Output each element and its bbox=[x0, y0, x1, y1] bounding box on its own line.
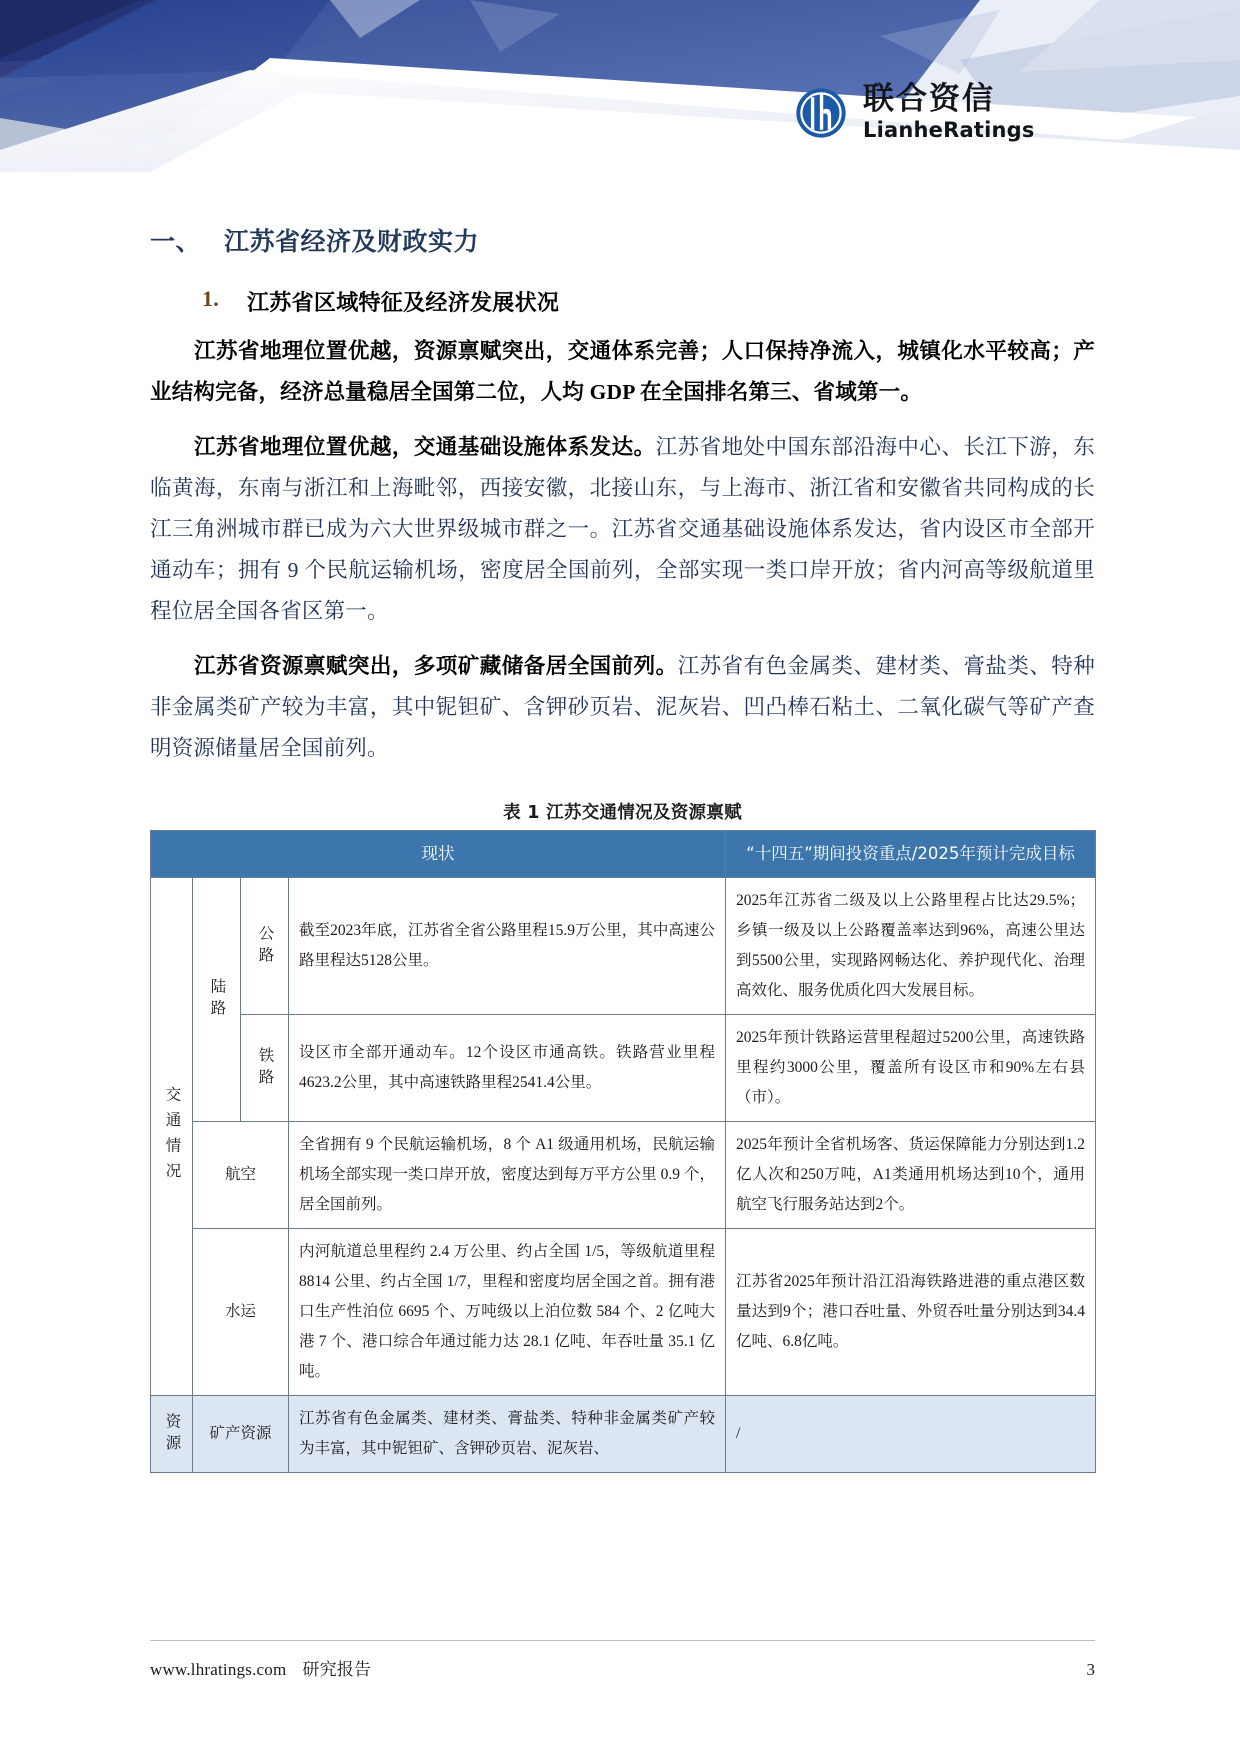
table-row bbox=[151, 1122, 1096, 1229]
brand-logo bbox=[793, 81, 1035, 142]
footer-row bbox=[150, 1655, 1095, 1680]
mode-label-highway: 公路 bbox=[241, 878, 289, 1015]
cell-target-waterway: 江苏省2025年预计沿江沿海铁路进港的重点港区数量达到9个；港口吞吐量、外贸吞吐量分别达到34.4亿吨、6.8亿吨。 bbox=[726, 1229, 1096, 1396]
brand-name-en: LianheRatings bbox=[863, 118, 1035, 142]
cell-target-minerals: / bbox=[726, 1396, 1096, 1473]
section-title-text: 江苏省经济及财政实力 bbox=[224, 227, 480, 256]
page-footer bbox=[150, 1640, 1095, 1680]
footer-label: 研究报告 bbox=[302, 1660, 372, 1679]
subsection-title-text: 江苏省区域特征及经济发展状况 bbox=[247, 290, 560, 315]
paragraph-transport bbox=[150, 427, 1095, 632]
cell-target-aviation: 2025年预计全省机场客、货运保障能力分别达到1.2亿人次和250万吨，A1类通用机场达到10个，通用航空飞行服务站达到2个。 bbox=[726, 1122, 1096, 1229]
content-column bbox=[150, 222, 1095, 1473]
transport-resource-table bbox=[150, 830, 1096, 1473]
cell-target-railway: 2025年预计铁路运营里程超过5200公里，高速铁路里程约3000公里，覆盖所有设区市和90%左右县（市）。 bbox=[726, 1015, 1096, 1122]
paragraph-transport-body: 江苏省地处中国东部沿海中心、长江下游，东临黄海，东南与浙江和上海毗邻，西接安徽，北接山东，与上海市、浙江省和安徽省共同构成的长江三角洲城市群已成为六大世界级城市群之一。江苏省交通基础设施体系发达，省内设区市全部开通动车；拥有 9 个民航运输机场，密度居全国前列，全部实现一类口岸开放；省内河高等级航道里程位居全国各省区第一。 bbox=[150, 435, 1095, 623]
lianhe-circle-logo-icon bbox=[793, 85, 849, 141]
header-current: 现状 bbox=[151, 831, 726, 878]
section-number: 一、 bbox=[150, 227, 202, 256]
table-row bbox=[151, 878, 1096, 1015]
brand-name-cn: 联合资信 bbox=[863, 81, 995, 117]
mode-label-minerals: 矿产资源 bbox=[193, 1396, 289, 1473]
header-geometric-pattern bbox=[0, 0, 1240, 172]
table-row bbox=[151, 1015, 1096, 1122]
subsection-heading bbox=[202, 286, 1095, 317]
cell-current-waterway: 内河航道总里程约 2.4 万公里、约占全国 1/5，等级航道里程 8814 公里、约占全国 1/7，里程和密度均居全国之首。拥有港口生产性泊位 6695 个、万吨级以上泊位数 584 个、2 亿吨大港 7 个、港口综合年通过能力达 28.1 亿吨、年吞吐量 35.1 亿吨。 bbox=[289, 1229, 726, 1396]
paragraph-resources bbox=[150, 646, 1095, 769]
summary-paragraph: 江苏省地理位置优越，资源禀赋突出，交通体系完善；人口保持净流入，城镇化水平较高；产业结构完备，经济总量稳居全国第二位，人均 GDP 在全国排名第三、省域第一。 bbox=[150, 339, 1095, 404]
cell-current-highway: 截至2023年底，江苏省全省公路里程15.9万公里，其中高速公路里程达5128公里。 bbox=[289, 878, 726, 1015]
paragraph-transport-lead: 江苏省地理位置优越，交通基础设施体系发达。 bbox=[194, 435, 656, 459]
table-body bbox=[151, 878, 1096, 1473]
mode-label-aviation: 航空 bbox=[193, 1122, 289, 1229]
page-body bbox=[0, 172, 1240, 1473]
table-caption: 表 1 江苏交通情况及资源禀赋 bbox=[503, 803, 742, 823]
table-row bbox=[151, 1229, 1096, 1396]
subsection-number: 1. bbox=[202, 286, 220, 311]
footer-url[interactable]: www.lhratings.com bbox=[150, 1660, 287, 1679]
cell-current-aviation: 全省拥有 9 个民航运输机场，8 个 A1 级通用机场，民航运输机场全部实现一类口岸开放，密度达到每万平方公里 0.9 个，居全国前列。 bbox=[289, 1122, 726, 1229]
group-label-resource: 资源 bbox=[151, 1396, 193, 1473]
page-title bbox=[150, 222, 1095, 258]
paragraph-resources-body: 江苏省有色金属类、建材类、膏盐类、特种非金属类矿产较为丰富，其中铌钽矿、含钾砂页岩、泥灰岩、凹凸棒石粘土、二氧化碳气等矿产查明资源储量居全国前列。 bbox=[150, 654, 1095, 760]
mode-label-waterway: 水运 bbox=[193, 1229, 289, 1396]
footer-page-number: 3 bbox=[1086, 1660, 1095, 1679]
table-row bbox=[151, 1396, 1096, 1473]
footer-left bbox=[150, 1655, 371, 1680]
paragraph-resources-lead: 江苏省资源禀赋突出，多项矿藏储备居全国前列。 bbox=[194, 654, 678, 678]
table-head bbox=[151, 831, 1096, 878]
page-header-banner bbox=[0, 0, 1240, 172]
group-label-transport: 交通情况 bbox=[151, 878, 193, 1396]
cell-target-highway: 2025年江苏省二级及以上公路里程占比达29.5%；乡镇一级及以上公路覆盖率达到96%，高速公里达到5500公里，实现路网畅达化、养护现代化、治理高效化、服务优质化四大发展目标。 bbox=[726, 878, 1096, 1015]
mode-label-railway: 铁路 bbox=[241, 1015, 289, 1122]
cell-current-railway: 设区市全部开通动车。12个设区市通高铁。铁路营业里程4623.2公里，其中高速铁路里程2541.4公里。 bbox=[289, 1015, 726, 1122]
cell-current-minerals: 江苏省有色金属类、建材类、膏盐类、特种非金属类矿产较为丰富，其中铌钽矿、含钾砂页岩、泥灰岩、 bbox=[289, 1396, 726, 1473]
subgroup-label-land: 陆路 bbox=[193, 878, 241, 1122]
table-header-row bbox=[151, 831, 1096, 878]
header-target: “十四五”期间投资重点/2025年预计完成目标 bbox=[726, 831, 1096, 878]
footer-divider bbox=[150, 1640, 1095, 1641]
